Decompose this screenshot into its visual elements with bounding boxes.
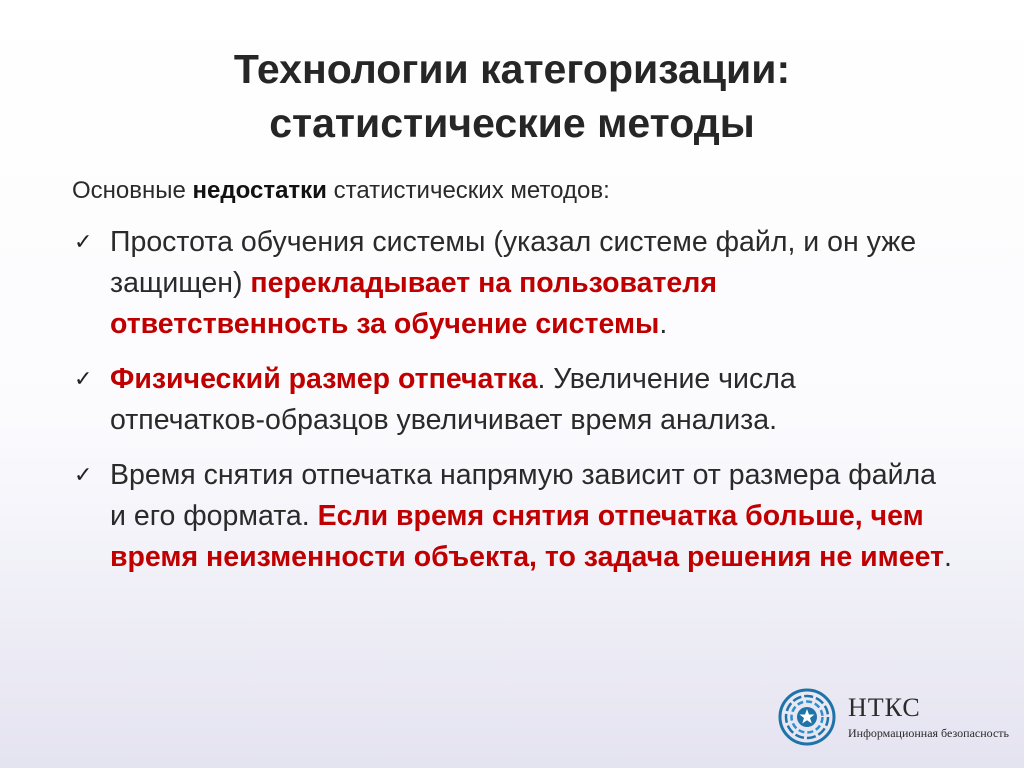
checkmark-icon: ✓ bbox=[74, 463, 93, 488]
bullet-item-3 bbox=[72, 455, 952, 578]
slide-title-line2: статистические методы bbox=[269, 100, 755, 146]
bullet-3-end: . bbox=[944, 541, 952, 573]
intro-bold: недостатки bbox=[192, 177, 327, 204]
slide-title bbox=[0, 42, 1024, 150]
bullet-item-2 bbox=[72, 359, 952, 441]
intro-text bbox=[72, 175, 972, 207]
bullet-1-highlight: перекладывает на пользователя ответственность за обучение системы bbox=[110, 267, 718, 340]
intro-after: статистических методов: bbox=[326, 177, 610, 204]
bullet-1-end: . bbox=[659, 308, 668, 340]
logo-tagline: Информационная безопасность bbox=[848, 726, 1009, 740]
checkmark-icon: ✓ bbox=[74, 367, 93, 392]
company-logo bbox=[778, 688, 1008, 752]
bullet-2-end: . Увеличение числа отпечатков-образцов увеличивает время анализа. bbox=[110, 363, 796, 436]
bullet-2-highlight: Физический размер отпечатка bbox=[110, 363, 538, 395]
bullet-3-text: Время снятия отпечатка напрямую зависит от размера файла и его формата. bbox=[110, 459, 936, 532]
bullet-1-text: Простота обучения системы (указал системе файл, и он уже защищен) bbox=[110, 226, 917, 299]
intro-before: Основные bbox=[72, 177, 193, 204]
logo-name: НТКС bbox=[848, 693, 921, 722]
bullet-3-highlight: Если время снятия отпечатка больше, чем время неизменности объекта, то задача решения не имеет bbox=[110, 500, 945, 573]
bullet-list bbox=[72, 222, 952, 592]
ntks-logo-icon bbox=[778, 688, 836, 746]
slide-title-line1: Технологии категоризации: bbox=[233, 46, 791, 92]
bullet-item-1 bbox=[72, 222, 952, 345]
checkmark-icon: ✓ bbox=[74, 230, 93, 255]
